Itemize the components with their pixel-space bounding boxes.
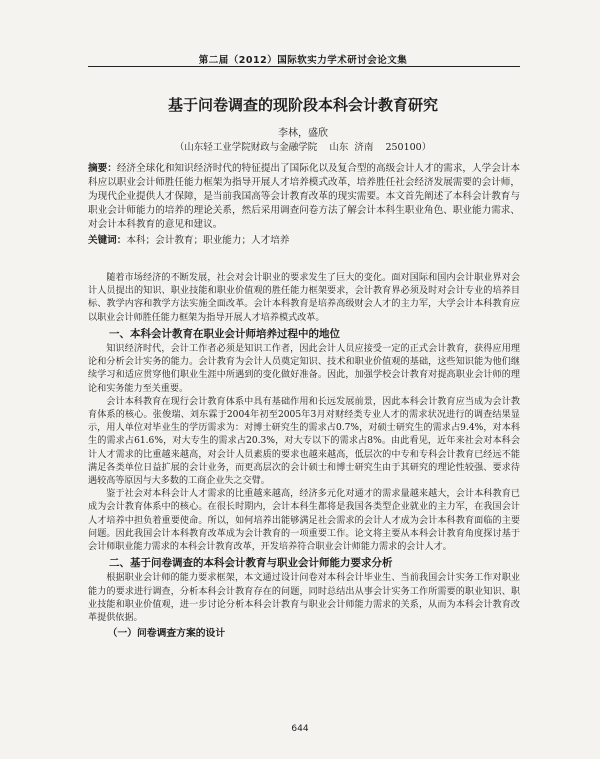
body-paragraph: 会计本科教育在现行会计教育体系中具有基础作用和长远发展前景，因此本科会计教育应当成为会计教育体系的核心。张俊瑞、刘东霖于2004年初至2005年3月对财经类专业人才的需求状况进行的调查结果显示，用人单位对毕业生的学历需求为：对博士研究生的需求占0.7%，对硕士研究生的需求占9.4%，对本科生的需求占61.6%，对大专生的需求占20.3%，对大专以下的需求占8%。由此看见，近年来社会对本科会计人才需求的比重越来越高，对会计人员素质的要求也越来越高，低层次的中专和专科会计教育已经远不能满足各类单位日益扩展的会计业务，而更高层次的会计硕士和博士研究生由于其研究的理论性较强、要求待遇较高等原因与大多数的工商企业失之交臂。: [88, 396, 520, 487]
keywords-label: 关键词：: [88, 235, 127, 246]
paper-title: 基于问卷调查的现阶段本科会计教育研究: [167, 96, 438, 114]
subsection-heading: （一）问卷调查方案的设计: [107, 628, 226, 640]
body-paragraph: 根据职业会计师的能力要求框架，本文通过设计问卷对本科会计毕业生、当前我国会计实务工作对职业能力的要求进行调查，分析本科会计教育存在的问题，同时总结出从事会计实务工作所需要的职业知识、职业技能和职业价值观，进一步讨论分析本科会计教育与职业会计师能力需求的关系，从而为本科会计教育改革提供依据。: [88, 573, 520, 624]
abstract-label: 摘要：: [88, 163, 117, 174]
section-heading-2: 二、基于问卷调查的本科会计教育与职业会计师能力要求分析: [109, 557, 393, 570]
section-heading-1: 一、本科会计教育在职业会计师培养过程中的地位: [109, 327, 340, 340]
keywords-text: 本科；会计教育；职业能力；人才培养: [126, 235, 290, 246]
author-affiliation: （山东轻工业学院财政与金融学院 山东 济南 250100）: [174, 142, 432, 153]
body-paragraph: 知识经济时代，会计工作者必须是知识工作者，因此会计人员应接受一定的正式会计教育，获得应用理论和分析会计实务的能力。会计教育为会计人员奠定知识、技术和职业价值观的基础，这些知识能为他们继续学习和适应贯穿他们职业生涯中所遇到的变化做好准备。因此，加强学校会计教育对提高职业会计师的理论和实务能力至关重要。: [88, 344, 520, 394]
body-paragraph: 鉴于社会对本科会计人才需求的比重越来越高，经济多元化对通才的需求量越来越大，会计本科教育已成为会计教育体系中的核心。在很长时期内，会计本科生都将是我国各类型企业就业的主力军，在我国会计人才培养中担负着重要使命。所以，如何培养出能够满足社会需求的会计人才成为会计本科教育面临的主要问题。因此我国会计本科教育改革成为会计教育的一项重要工作。论文将主要从本科会计教育角度探讨基于会计师职业能力需求的本科会计教育改革，开发培养符合职业会计师能力需求的会计人才。: [88, 489, 520, 553]
paper-authors: 李林，盛欣: [278, 128, 328, 139]
keywords: [88, 234, 520, 248]
header-rule: [88, 66, 520, 67]
abstract-text: 经济全球化和知识经济时代的特征提出了国际化以及复合型的高级会计人才的需求，人学会计本科应以职业会计师胜任能力框架为指导开展人才培养模式改革，培养胜任社会经济发展需要的会计师，为现代企业提供人才保障，是当前我国高等会计教育改革的现实需要。本文首先阐述了本科会计教育与职业会计师能力的培养的理论关系，然后采用调查问卷方法了解会计本科生职业角色、职业能力需求、对会计本科教育的意见和建议。: [88, 163, 521, 230]
page-number: 644: [291, 724, 309, 734]
body-text: [88, 272, 520, 640]
running-head: 第二届（2012）国际软实力学术研讨会论文集: [198, 55, 408, 66]
body-paragraph: 随着市场经济的不断发展，社会对会计职业的要求发生了巨大的变化。面对国际和国内会计职业界对会计人员提出的知识、职业技能和职业价值观的胜任能力框架要求，会计教育界必须及时对会计专业的培养目标、教学内容和教学方法实施全面改革。会计本科教育是培养高级财会人才的主力军，大学会计本科教育应以职业会计师胜任能力框架为指导开展人才培养模式改革。: [88, 273, 520, 323]
abstract: [88, 162, 520, 232]
